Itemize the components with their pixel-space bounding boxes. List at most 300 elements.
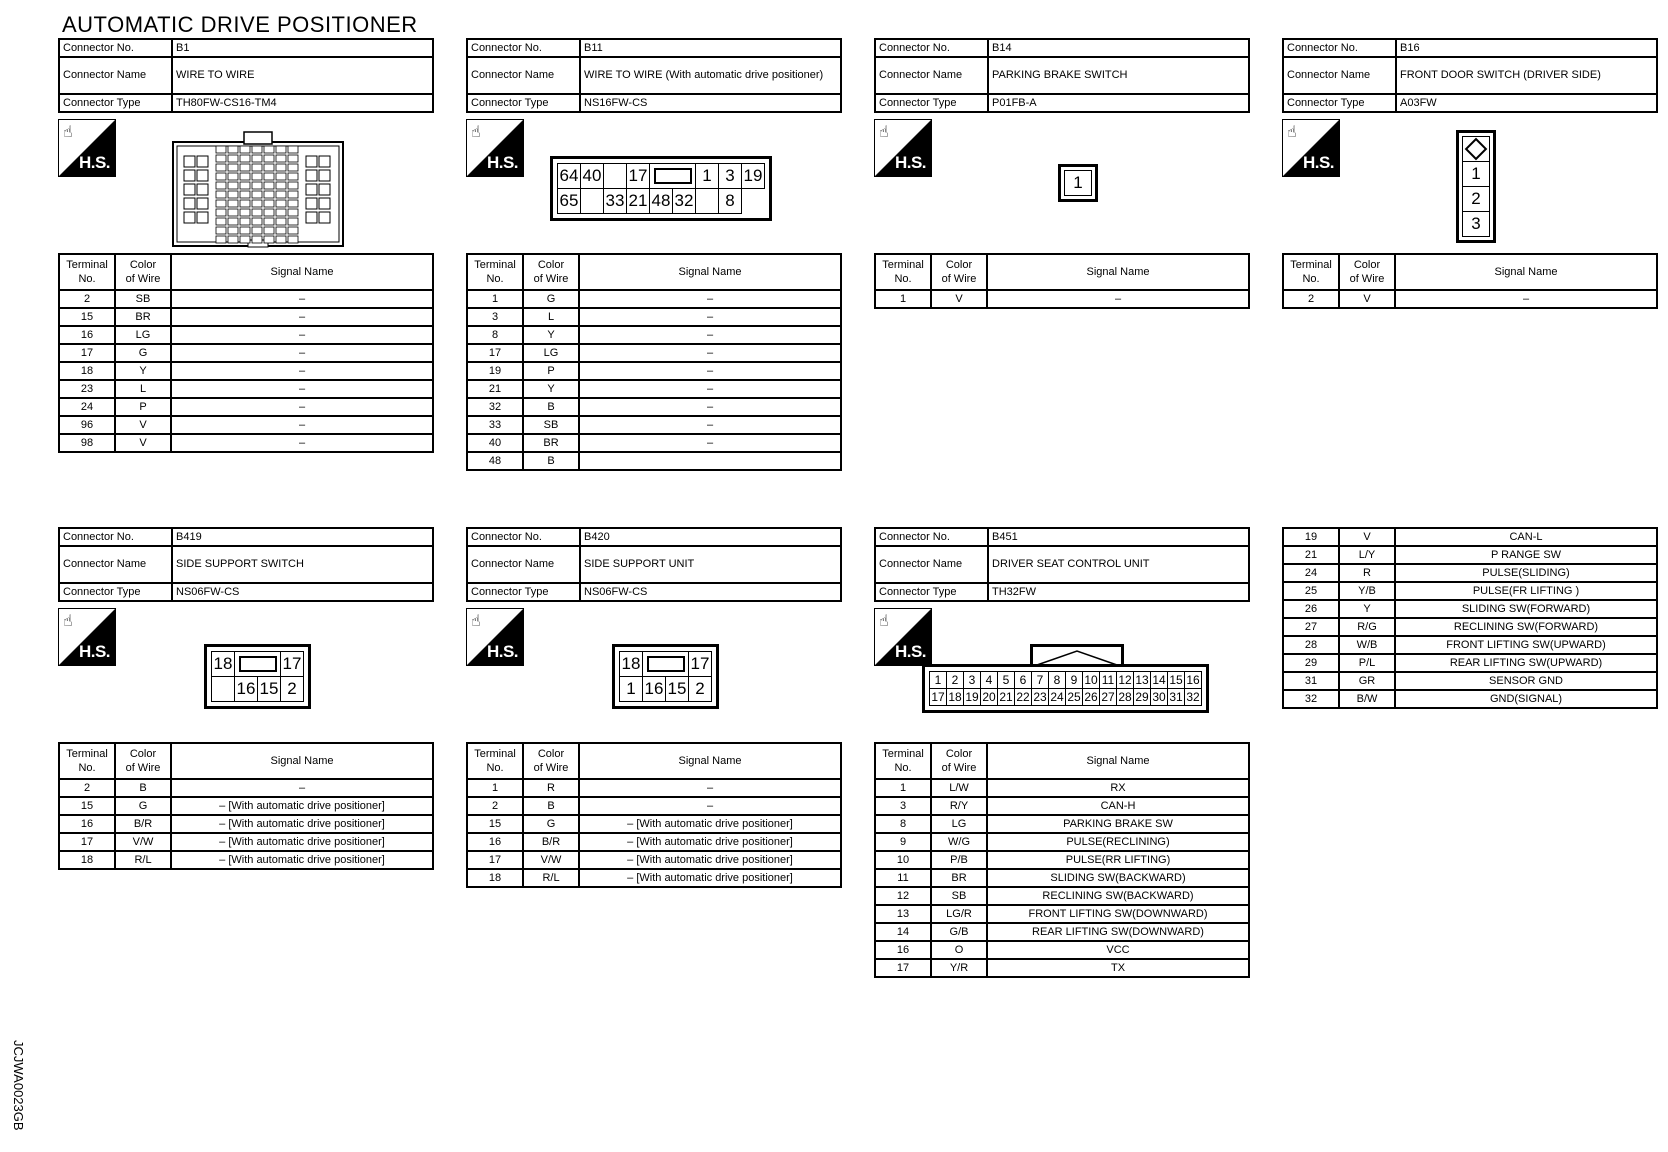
table-row (59, 290, 433, 308)
pin-cell: 17 (627, 164, 650, 189)
pin-cell: 2 (947, 672, 964, 689)
table-row (875, 887, 1249, 905)
connector-header (874, 527, 1250, 602)
signal-name-cell: REAR LIFTING SW(UPWARD) (1395, 654, 1657, 672)
color-header: Color of Wire (115, 254, 171, 290)
pin-cell: 32 (673, 189, 696, 214)
signal-name-cell: – (579, 434, 841, 452)
harness-side-icon (466, 119, 524, 177)
signal-name-cell: – (579, 344, 841, 362)
signal-name-cell: SLIDING SW(FORWARD) (1395, 600, 1657, 618)
hand-icon: ☝ (879, 613, 889, 630)
terminal-no-cell: 23 (59, 380, 115, 398)
table-row (59, 833, 433, 851)
terminal-no-cell: 19 (1283, 528, 1339, 546)
wire-color-cell: B/R (115, 815, 171, 833)
header-label: Connector Type (59, 583, 172, 601)
wire-color-cell: P/B (931, 851, 987, 869)
pin-cell: 15 (258, 677, 281, 702)
header-value-type: NS16FW-CS (580, 94, 841, 112)
wire-color-cell: G/B (931, 923, 987, 941)
signal-name-header: Signal Name (579, 743, 841, 779)
table-row (59, 434, 433, 452)
header-value-no: B419 (172, 528, 433, 546)
table-row (467, 869, 841, 887)
terminal-no-cell: 17 (59, 833, 115, 851)
pin-cell: 27 (1101, 690, 1115, 704)
hand-icon: ☝ (471, 613, 481, 630)
pin-cell: 28 (1118, 690, 1132, 704)
pin-cell: 17 (281, 652, 304, 677)
pin-cell: 7 (1032, 672, 1049, 689)
harness-side-icon (58, 119, 116, 177)
table-row (59, 362, 433, 380)
hs-label: H.S. (894, 153, 926, 172)
terminal-table (874, 253, 1250, 309)
hand-icon: ☝ (63, 124, 73, 141)
pin-cell: 48 (650, 189, 673, 214)
signal-name-cell: – [With automatic drive positioner] (579, 851, 841, 869)
terminal-table (1282, 253, 1658, 309)
pin-cell: 22 (1016, 690, 1030, 704)
header-label: Connector No. (59, 528, 172, 546)
terminal-no-cell: 16 (59, 326, 115, 344)
header-value-name: PARKING BRAKE SWITCH (988, 57, 1249, 94)
header-label: Connector Type (1283, 94, 1396, 112)
wire-color-cell: B (523, 398, 579, 416)
signal-name-cell: RECLINING SW(FORWARD) (1395, 618, 1657, 636)
table-row (467, 416, 841, 434)
header-label: Connector Type (467, 94, 580, 112)
wire-color-cell: G (115, 797, 171, 815)
pin-cell: 65 (558, 189, 581, 214)
pin-cell: 9 (1066, 672, 1083, 689)
wire-color-cell: L (523, 308, 579, 326)
pin-cell: 16 (235, 677, 258, 702)
terminal-no-header: Terminal No. (875, 254, 931, 290)
terminal-no-cell: 3 (875, 797, 931, 815)
hs-label: H.S. (1302, 153, 1334, 172)
terminal-no-cell: 12 (875, 887, 931, 905)
wire-color-cell: Y (1339, 600, 1395, 618)
connector-header (874, 38, 1250, 113)
terminal-table (874, 742, 1250, 978)
table-row (59, 344, 433, 362)
table-row (875, 797, 1249, 815)
terminal-no-cell: 28 (1283, 636, 1339, 654)
terminal-no-cell: 96 (59, 416, 115, 434)
table-row (1283, 600, 1657, 618)
terminal-no-cell: 8 (467, 326, 523, 344)
header-label: Connector Type (875, 583, 988, 601)
terminal-no-cell: 13 (875, 905, 931, 923)
terminal-no-cell: 10 (875, 851, 931, 869)
terminal-table (466, 253, 842, 471)
hs-label: H.S. (486, 153, 518, 172)
signal-name-cell: CAN-H (987, 797, 1249, 815)
header-label: Connector No. (59, 39, 172, 57)
table-row (1283, 654, 1657, 672)
terminal-no-cell: 24 (59, 398, 115, 416)
header-label: Connector Name (875, 57, 988, 94)
terminal-table (1282, 527, 1658, 709)
header-value-name: FRONT DOOR SWITCH (DRIVER SIDE) (1396, 57, 1657, 94)
table-row (1283, 546, 1657, 564)
signal-name-header: Signal Name (171, 254, 433, 290)
table-row (875, 851, 1249, 869)
pin-cell: 16 (643, 677, 666, 702)
terminal-no-cell: 8 (875, 815, 931, 833)
wire-color-cell: LG/R (931, 905, 987, 923)
header-label: Connector Name (59, 546, 172, 583)
signal-name-cell: – (171, 290, 433, 308)
header-label: Connector Name (467, 57, 580, 94)
terminal-no-cell: 16 (467, 833, 523, 851)
signal-name-cell: SLIDING SW(BACKWARD) (987, 869, 1249, 887)
connector-header (58, 527, 434, 602)
pin-cell: 21 (627, 189, 650, 214)
wire-color-cell: Y/B (1339, 582, 1395, 600)
signal-name-cell: REAR LIFTING SW(DOWNWARD) (987, 923, 1249, 941)
color-header: Color of Wire (931, 743, 987, 779)
signal-name-cell: VCC (987, 941, 1249, 959)
pin-cell: 17 (689, 652, 712, 677)
header-label: Connector Name (1283, 57, 1396, 94)
wire-color-cell: LG (115, 326, 171, 344)
pin-cell: 29 (1135, 690, 1149, 704)
wire-color-cell: SB (931, 887, 987, 905)
lock-tab (654, 168, 692, 184)
terminal-no-header: Terminal No. (59, 743, 115, 779)
header-label: Connector Type (59, 94, 172, 112)
pin-cell: 19 (742, 164, 765, 189)
terminal-no-cell: 18 (467, 869, 523, 887)
lock-tab (647, 656, 685, 672)
header-value-name: DRIVER SEAT CONTROL UNIT (988, 546, 1249, 583)
signal-name-cell: – (171, 398, 433, 416)
table-row (1283, 672, 1657, 690)
header-value-no: B420 (580, 528, 841, 546)
pin-cell: 2 (281, 677, 304, 702)
figure-code: JCJWA0023GB (11, 1040, 26, 1131)
table-row (59, 326, 433, 344)
table-row (875, 869, 1249, 887)
wire-color-cell: V (931, 290, 987, 308)
pin-cell: 5 (998, 672, 1015, 689)
color-header: Color of Wire (931, 254, 987, 290)
signal-name-header: Signal Name (579, 254, 841, 290)
pin-cell: 2 (1463, 187, 1490, 212)
table-row (1283, 690, 1657, 708)
terminal-table (58, 253, 434, 453)
wire-color-cell: G (523, 290, 579, 308)
pin-cell (696, 189, 719, 214)
terminal-no-cell: 32 (467, 398, 523, 416)
hand-icon: ☝ (1287, 124, 1297, 141)
signal-name-cell: – [With automatic drive positioner] (171, 815, 433, 833)
pin-cell: 16 (1186, 673, 1200, 687)
wire-color-cell: P (523, 362, 579, 380)
connector-face-b1 (172, 130, 344, 248)
header-value-name: WIRE TO WIRE (With automatic drive positioner) (580, 57, 841, 94)
table-row (59, 851, 433, 869)
pin-cell: 12 (1118, 673, 1132, 687)
connector-face (1456, 130, 1496, 243)
wire-color-cell: R/L (523, 869, 579, 887)
wire-color-cell: V (1339, 290, 1395, 308)
terminal-no-cell: 19 (467, 362, 523, 380)
header-label: Connector No. (875, 39, 988, 57)
signal-name-cell: FRONT LIFTING SW(DOWNWARD) (987, 905, 1249, 923)
key-cell (1463, 137, 1490, 162)
table-row (59, 815, 433, 833)
pin-cell: 18 (620, 652, 643, 677)
terminal-no-cell: 3 (467, 308, 523, 326)
terminal-no-cell: 18 (59, 362, 115, 380)
wire-color-cell: R/L (115, 851, 171, 869)
table-row (875, 779, 1249, 797)
header-value-type: A03FW (1396, 94, 1657, 112)
terminal-no-cell: 16 (59, 815, 115, 833)
header-label: Connector Name (59, 57, 172, 94)
table-row (467, 290, 841, 308)
key-diamond-icon (1465, 138, 1488, 161)
table-row (467, 344, 841, 362)
wire-color-cell: W/G (931, 833, 987, 851)
header-value-name: WIRE TO WIRE (172, 57, 433, 94)
wire-color-cell: V (115, 416, 171, 434)
hs-label: H.S. (486, 642, 518, 661)
color-header: Color of Wire (523, 254, 579, 290)
table-row (875, 833, 1249, 851)
terminal-no-cell: 2 (467, 797, 523, 815)
pin-cell: 4 (981, 672, 998, 689)
signal-name-cell: – [With automatic drive positioner] (579, 833, 841, 851)
pin-cell: 11 (1100, 672, 1117, 689)
terminal-no-cell: 32 (1283, 690, 1339, 708)
pin-cell: 15 (1169, 673, 1183, 687)
terminal-no-header: Terminal No. (1283, 254, 1339, 290)
signal-name-cell: – (579, 797, 841, 815)
table-row (467, 362, 841, 380)
pin-cell: 1 (696, 164, 719, 189)
pin-cell: 24 (1050, 690, 1064, 704)
pin-cell: 40 (581, 164, 604, 189)
signal-name-cell: – (579, 398, 841, 416)
terminal-no-header: Terminal No. (467, 743, 523, 779)
table-row (467, 452, 841, 470)
wire-color-cell: R (523, 779, 579, 797)
table-row (59, 308, 433, 326)
header-label: Connector No. (875, 528, 988, 546)
harness-side-icon (874, 119, 932, 177)
header-value-type: TH32FW (988, 583, 1249, 601)
terminal-no-cell: 33 (467, 416, 523, 434)
signal-name-cell: – [With automatic drive positioner] (579, 815, 841, 833)
signal-name-cell: – (579, 416, 841, 434)
terminal-no-cell: 24 (1283, 564, 1339, 582)
signal-name-cell: PULSE(FR LIFTING ) (1395, 582, 1657, 600)
signal-name-cell: CAN-L (1395, 528, 1657, 546)
wire-color-cell: BR (523, 434, 579, 452)
pin-cell: 18 (948, 690, 962, 704)
signal-name-cell: PARKING BRAKE SW (987, 815, 1249, 833)
color-header: Color of Wire (115, 743, 171, 779)
pin-cell: 30 (1152, 690, 1166, 704)
pin-cell: 3 (1463, 212, 1490, 237)
wire-color-cell: P (115, 398, 171, 416)
connector-face (612, 644, 719, 709)
wire-color-cell: B (523, 452, 579, 470)
wire-color-cell: L/W (931, 779, 987, 797)
terminal-no-cell: 1 (875, 290, 931, 308)
pin-cell: 8 (719, 189, 742, 214)
table-row (467, 833, 841, 851)
table-row (1283, 528, 1657, 546)
signal-name-header: Signal Name (987, 743, 1249, 779)
table-row (1283, 636, 1657, 654)
pin-cell: 25 (1067, 690, 1081, 704)
signal-name-cell: – (171, 434, 433, 452)
signal-name-cell: – (579, 290, 841, 308)
terminal-no-cell: 48 (467, 452, 523, 470)
wire-color-cell: V/W (523, 851, 579, 869)
table-row (875, 815, 1249, 833)
signal-name-cell: – (171, 416, 433, 434)
header-value-type: NS06FW-CS (580, 583, 841, 601)
terminal-no-cell: 17 (59, 344, 115, 362)
pin-cell: 64 (558, 164, 581, 189)
table-row (1283, 564, 1657, 582)
signal-name-cell: – (171, 380, 433, 398)
wire-color-cell: Y (523, 326, 579, 344)
terminal-no-cell: 14 (875, 923, 931, 941)
pin-cell (650, 164, 696, 189)
pin-cell: 6 (1015, 672, 1032, 689)
connector-face (1058, 164, 1098, 202)
terminal-no-header: Terminal No. (59, 254, 115, 290)
table-row (875, 905, 1249, 923)
pin-cell: 2 (689, 677, 712, 702)
wire-color-cell: L/Y (1339, 546, 1395, 564)
pin-cell: 21 (999, 690, 1013, 704)
terminal-no-cell: 18 (59, 851, 115, 869)
table-row (59, 380, 433, 398)
pin-cell (235, 652, 281, 677)
wire-color-cell: B (115, 779, 171, 797)
pin-cell: 19 (965, 690, 979, 704)
pin-cell (643, 652, 689, 677)
signal-name-cell: – (171, 779, 433, 797)
harness-side-icon (1282, 119, 1340, 177)
pin-cell: 1 (930, 672, 947, 689)
pin-cell: 3 (964, 672, 981, 689)
pin-cell: 17 (931, 690, 945, 704)
terminal-no-cell: 15 (59, 797, 115, 815)
signal-name-cell: – (171, 326, 433, 344)
signal-name-cell (579, 452, 841, 470)
table-row (875, 959, 1249, 977)
terminal-no-cell: 17 (467, 344, 523, 362)
terminal-no-cell: 2 (59, 779, 115, 797)
header-value-name: SIDE SUPPORT UNIT (580, 546, 841, 583)
pin-cell: 3 (719, 164, 742, 189)
signal-name-cell: – [With automatic drive positioner] (171, 797, 433, 815)
hand-icon: ☝ (879, 124, 889, 141)
wire-color-cell: B (523, 797, 579, 815)
terminal-no-cell: 2 (59, 290, 115, 308)
terminal-no-cell: 15 (467, 815, 523, 833)
lock-tab (239, 656, 277, 672)
wire-color-cell: G (115, 344, 171, 362)
wire-color-cell: G (523, 815, 579, 833)
table-row (467, 398, 841, 416)
signal-name-cell: TX (987, 959, 1249, 977)
color-header: Color of Wire (1339, 254, 1395, 290)
wire-color-cell: Y (115, 362, 171, 380)
pin-cell: 14 (1152, 673, 1166, 687)
header-value-no: B14 (988, 39, 1249, 57)
header-value-no: B1 (172, 39, 433, 57)
terminal-no-cell: 17 (467, 851, 523, 869)
wire-color-cell: BR (931, 869, 987, 887)
signal-name-cell: RX (987, 779, 1249, 797)
signal-name-cell: – (171, 344, 433, 362)
wire-color-cell: V (115, 434, 171, 452)
signal-name-header: Signal Name (171, 743, 433, 779)
table-row (467, 815, 841, 833)
signal-name-header: Signal Name (987, 254, 1249, 290)
hand-icon: ☝ (63, 613, 73, 630)
pin-cell (604, 164, 627, 189)
table-row (875, 290, 1249, 308)
header-value-name: SIDE SUPPORT SWITCH (172, 546, 433, 583)
signal-name-cell: – (171, 308, 433, 326)
table-row (467, 326, 841, 344)
connector-face (204, 644, 311, 709)
terminal-no-cell: 25 (1283, 582, 1339, 600)
table-row (1283, 290, 1657, 308)
terminal-no-cell: 98 (59, 434, 115, 452)
table-row (875, 941, 1249, 959)
signal-name-cell: – (171, 362, 433, 380)
pin-cell: 20 (982, 690, 996, 704)
header-value-type: P01FB-A (988, 94, 1249, 112)
pin-cell: 15 (666, 677, 689, 702)
hand-icon: ☝ (471, 124, 481, 141)
terminal-no-cell: 17 (875, 959, 931, 977)
terminal-table (58, 742, 434, 870)
signal-name-cell: PULSE(SLIDING) (1395, 564, 1657, 582)
terminal-table (466, 742, 842, 888)
table-row (875, 923, 1249, 941)
table-row (467, 851, 841, 869)
signal-name-cell: – [With automatic drive positioner] (579, 869, 841, 887)
wire-color-cell: R/Y (931, 797, 987, 815)
header-value-type: TH80FW-CS16-TM4 (172, 94, 433, 112)
pin-cell: 10 (1084, 673, 1098, 687)
wire-color-cell: V/W (115, 833, 171, 851)
wire-color-cell: O (931, 941, 987, 959)
table-row (467, 434, 841, 452)
connector-header (466, 38, 842, 113)
pin-cell: 23 (1033, 690, 1047, 704)
header-label: Connector Type (467, 583, 580, 601)
signal-name-cell: – (579, 380, 841, 398)
header-label: Connector Type (875, 94, 988, 112)
wire-color-cell: R (1339, 564, 1395, 582)
table-row (59, 779, 433, 797)
